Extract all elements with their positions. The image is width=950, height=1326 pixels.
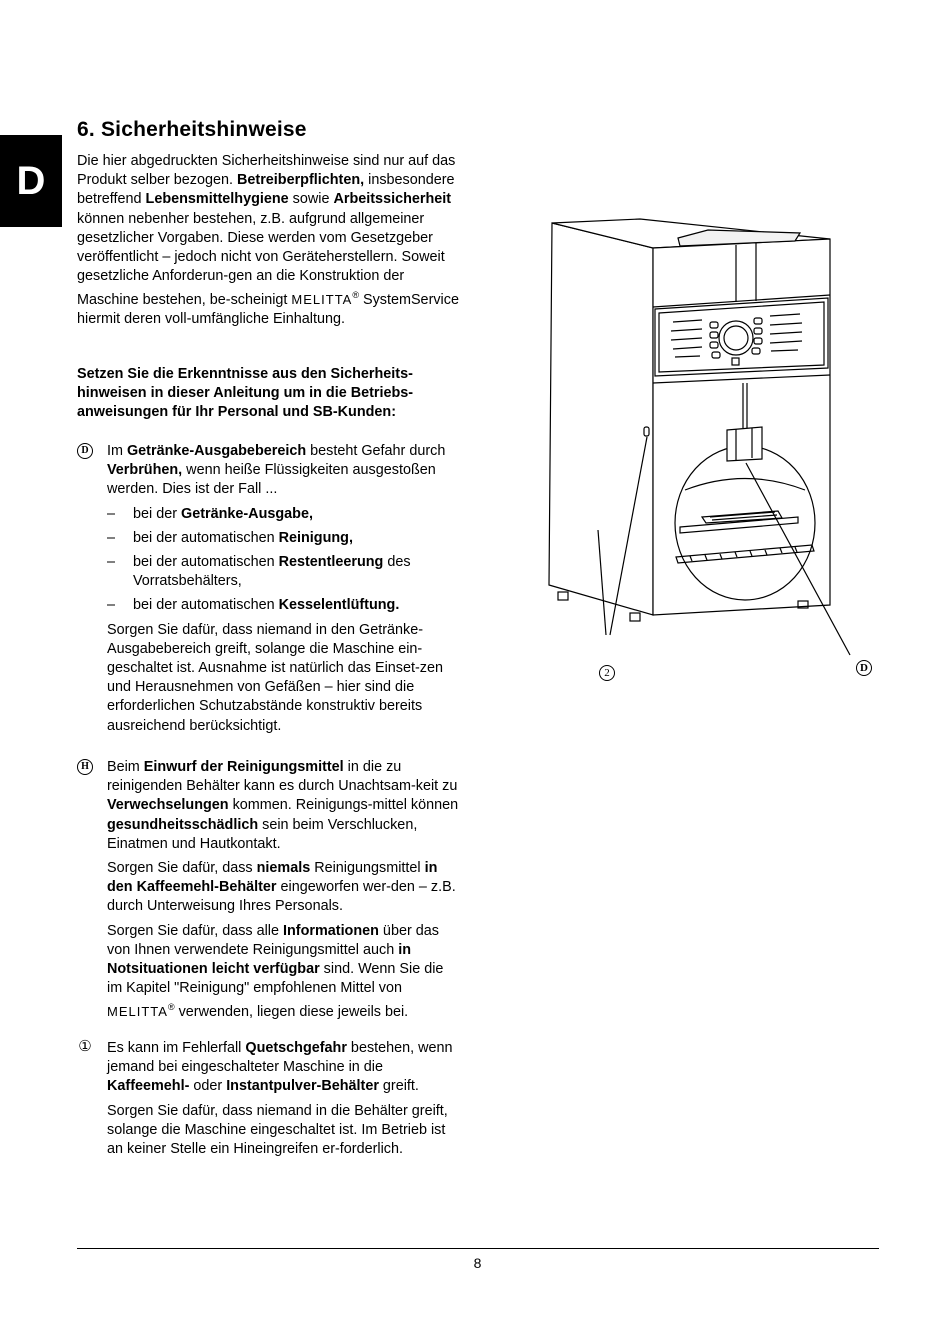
chapter-tab: D (0, 135, 62, 227)
section-title: 6. Sicherheitshinweise (77, 118, 307, 141)
hazard-d-text: Im Getränke-Ausgabebereich besteht Gefahr durch Verbrühen, wenn heiße Flüssigkeiten ausgestoßen werden. Dies ist der Fall ... (107, 443, 446, 498)
hazard-h-instruction-1: Sorgen Sie dafür, dass niemals Reinigungsmittel in den Kaffeemehl-Behälter eingeworfen wer-den – z.B. durch Unterweisung Ihres Personals. (107, 860, 456, 915)
hazard-1-text: Es kann im Fehlerfall Quetschgefahr bestehen, wenn jemand bei eingeschalteter Maschine in die Kaffeemehl- oder Instantpulver-Behälter greift. (107, 1040, 453, 1095)
list-item: – bei der automatischen Restentleerung des Vorratsbehälters, (107, 554, 411, 590)
coffee-machine-figure (530, 205, 890, 695)
page-number: 8 (473, 1255, 482, 1271)
hazard-1-icon: ① (78, 1038, 92, 1055)
brand-melitta: MELITTA (291, 292, 353, 308)
hazard-h-icon: H (77, 759, 93, 775)
figure-label-d: D (856, 660, 872, 676)
list-item: – bei der Getränke-Ausgabe, (107, 505, 313, 522)
list-item: – bei der automatischen Kesselentlüftung. (107, 597, 400, 614)
callout-paragraph: Setzen Sie die Erkenntnisse aus den Sicherheits-hinweisen in dieser Anleitung um in die Betriebs-anweisungen für Ihr Personal und SB-Kunden: (77, 366, 414, 421)
hazard-h-instruction-2: Sorgen Sie dafür, dass alle Informationen über das von Ihnen verwendete Reinigungsmittel auch in Notsituationen leicht verfügbar sind. Wenn Sie die im Kapitel "Reinigung" empfohlenen Mittel von MELITTA® verwenden, liegen diese jeweils bei. (107, 922, 444, 1021)
footer-rule (77, 1248, 879, 1249)
hazard-h-text: Beim Einwurf der Reinigungsmittel in die zu reinigenden Behälter kann es durch Unachtsam-keit zu Verwechselungen kommen. Reinigungs-mittel können gesundheitsschädlich sein beim Verschlucken, Einatmen und Hautkontakt. (107, 759, 459, 852)
hazard-scalding (77, 442, 462, 741)
coffee-machine-drawing (530, 205, 890, 695)
hazard-d-list (107, 505, 462, 616)
hazard-crushing (77, 1039, 462, 1164)
hazard-1-instruction: Sorgen Sie dafür, dass niemand in die Behälter greift, solange die Maschine eingeschaltet ist. Im Betrieb ist an keiner Stelle ein Hineingreifen er-forderlich. (107, 1102, 448, 1158)
hazard-d-instruction: Sorgen Sie dafür, dass niemand in den Getränke-Ausgabebereich greift, solange die Maschine ein-geschaltet ist. Ausnahme ist natürlich das Einset-zen und Herausnehmen von Gefäßen – hier sind die erforderlichen Schutzabstände konstruktiv bereits ausreichend berücksichtigt. (107, 621, 443, 734)
list-item: – bei der automatischen Reinigung, (107, 529, 353, 546)
figure-label-2: 2 (599, 665, 615, 681)
brand-melitta: MELITTA (107, 1004, 168, 1020)
intro-paragraph: Die hier abgedruckten Sicherheitshinweise sind nur auf das Produkt selber bezogen. Betreiberpflichten, insbesondere betreffend Lebensmittelhygiene sowie Arbeitssicherheit können nebenher bestehen, z.B. aufgrund allgemeiner gesetzlicher Vorgaben. Diese werden vom Gesetzgeber veröffentlicht – jedoch nicht von Geräteherstellern. Soweit gesetzliche Anforderun-gen an die Konstruktion der Maschine bestehen, be-scheinigt MELITTA® SystemService hiermit deren voll-umfängliche Einhaltung. (77, 153, 459, 328)
hazard-cleaning-agent (77, 758, 462, 1027)
hazard-d-icon: D (77, 443, 93, 459)
